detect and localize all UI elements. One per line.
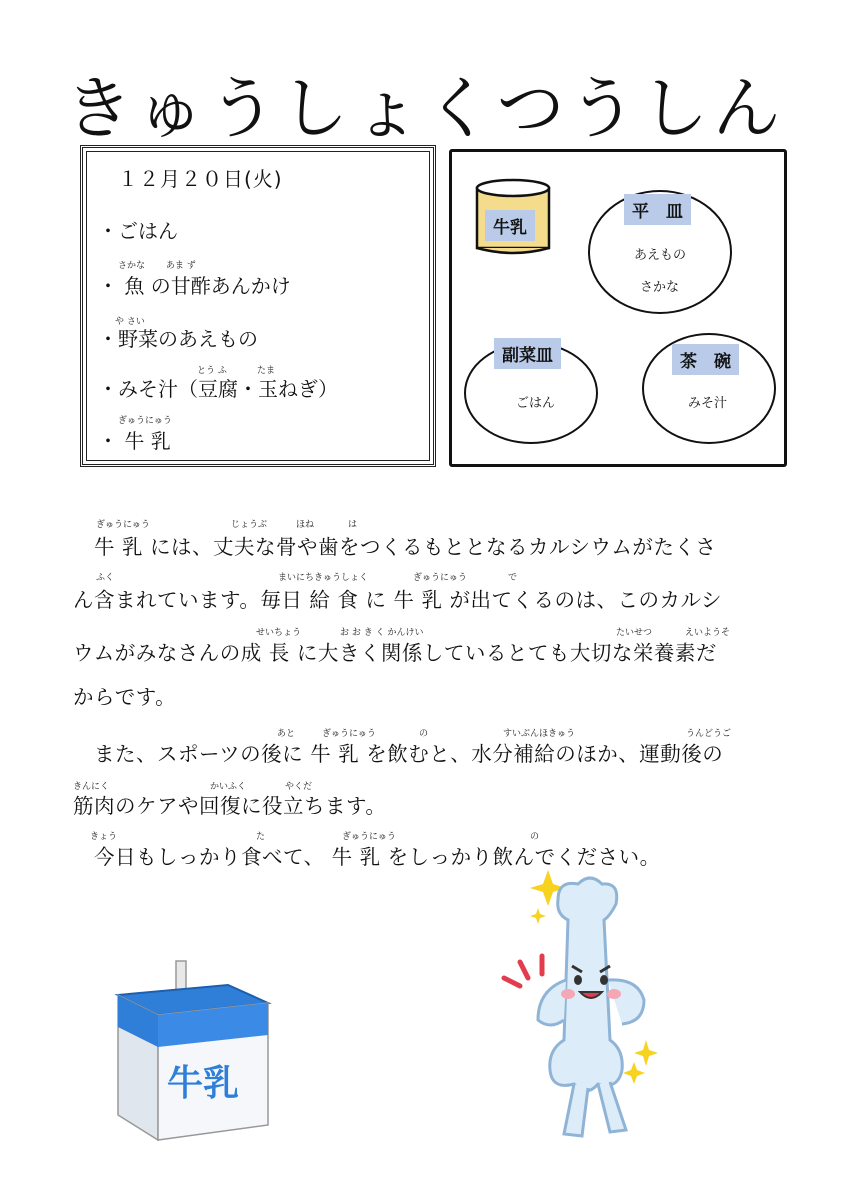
ruby: うんどうご	[686, 729, 732, 739]
menu-date: １２月２０日(火)	[118, 167, 283, 191]
chawan-item: みそ汁	[688, 396, 728, 411]
ruby: じょうぶ	[231, 520, 268, 530]
ruby: は	[348, 520, 358, 530]
chawan-label: 茶 碗	[672, 344, 739, 375]
hirazara-label: 平 皿	[624, 194, 691, 225]
paragraph-3-line-1: 今日もしっかり食べて、 牛 乳 をしっかり飲んでください。	[73, 845, 661, 869]
ruby: で	[508, 573, 518, 583]
menu-ruby-fish: さかな あま ず	[118, 261, 196, 271]
ruby: の	[419, 729, 429, 739]
paragraph-2-line-1: また、スポーツの後に 牛 乳 を飲むと、水分補給のほか、運動後の	[73, 742, 724, 766]
hirazara-item-aemono: あえもの	[634, 248, 687, 263]
milk-label: 牛乳	[485, 210, 535, 241]
menu-item-miso: ・みそ汁（豆腐・玉ねぎ）	[98, 377, 338, 401]
bone-character-illustration	[498, 870, 668, 1150]
milk-carton-illustration	[108, 955, 278, 1145]
menu-ruby-milk: ぎゅうにゅう	[118, 416, 172, 426]
ruby: えいようそ	[685, 628, 731, 638]
page-title: きゅうしょくつうしん	[64, 70, 785, 149]
ruby: せいちょう	[256, 628, 302, 638]
ruby: ぎゅうにゅう	[342, 832, 396, 842]
ruby: まいにちきゅうしょく	[278, 573, 369, 583]
menu-item-milk: ・ 牛 乳	[98, 429, 171, 453]
milk-carton-label: 牛乳	[166, 1063, 240, 1104]
menu-ruby-vegetable: や さい	[115, 317, 145, 327]
menu-item-rice: ・ごはん	[98, 219, 178, 243]
menu-item-vegetable: ・野菜のあえもの	[98, 327, 258, 351]
ruby: お お き く かんけい	[340, 628, 424, 638]
ruby: きょう	[90, 832, 118, 842]
paragraph-2-line-2: 筋肉のケアや回復に役立ちます。	[73, 794, 387, 818]
ruby: の	[530, 832, 540, 842]
ruby: ふく	[96, 573, 115, 583]
paragraph-1-line-4: からです。	[73, 685, 177, 709]
ruby: たいせつ	[616, 628, 653, 638]
ruby: あと	[277, 729, 296, 739]
ruby: ぎゅうにゅう	[322, 729, 376, 739]
paragraph-1-line-3: ウムがみなさんの成 長 に大きく関係しているとても大切な栄養素だ	[73, 641, 717, 665]
ruby: ぎゅうにゅう	[413, 573, 467, 583]
hirazara-item-sakana: さかな	[640, 280, 680, 295]
ruby: た	[256, 832, 266, 842]
paragraph-1-line-2: ん含まれています。毎日 給 食 に 牛 乳 が出てくるのは、このカルシ	[73, 588, 722, 612]
menu-ruby-tofu: とう ふ	[197, 366, 227, 376]
meal-tray	[449, 149, 787, 467]
fukusaizara-item: ごはん	[516, 396, 556, 411]
ruby: ぎゅうにゅう	[96, 520, 150, 530]
ruby: かいふく	[210, 782, 247, 792]
ruby: やくだ	[285, 782, 313, 792]
ruby: ほね	[296, 520, 315, 530]
menu-item-fish: ・ 魚 の甘酢あんかけ	[98, 274, 291, 298]
paragraph-1-line-1: 牛 乳 には、丈夫な骨や歯をつくるもととなるカルシウムがたくさ	[73, 535, 717, 559]
menu-ruby-onion: たま	[257, 366, 276, 376]
ruby: きんにく	[73, 782, 110, 792]
ruby: すいぶんほきゅう	[503, 729, 576, 739]
fukusaizara-label: 副菜皿	[494, 338, 561, 369]
